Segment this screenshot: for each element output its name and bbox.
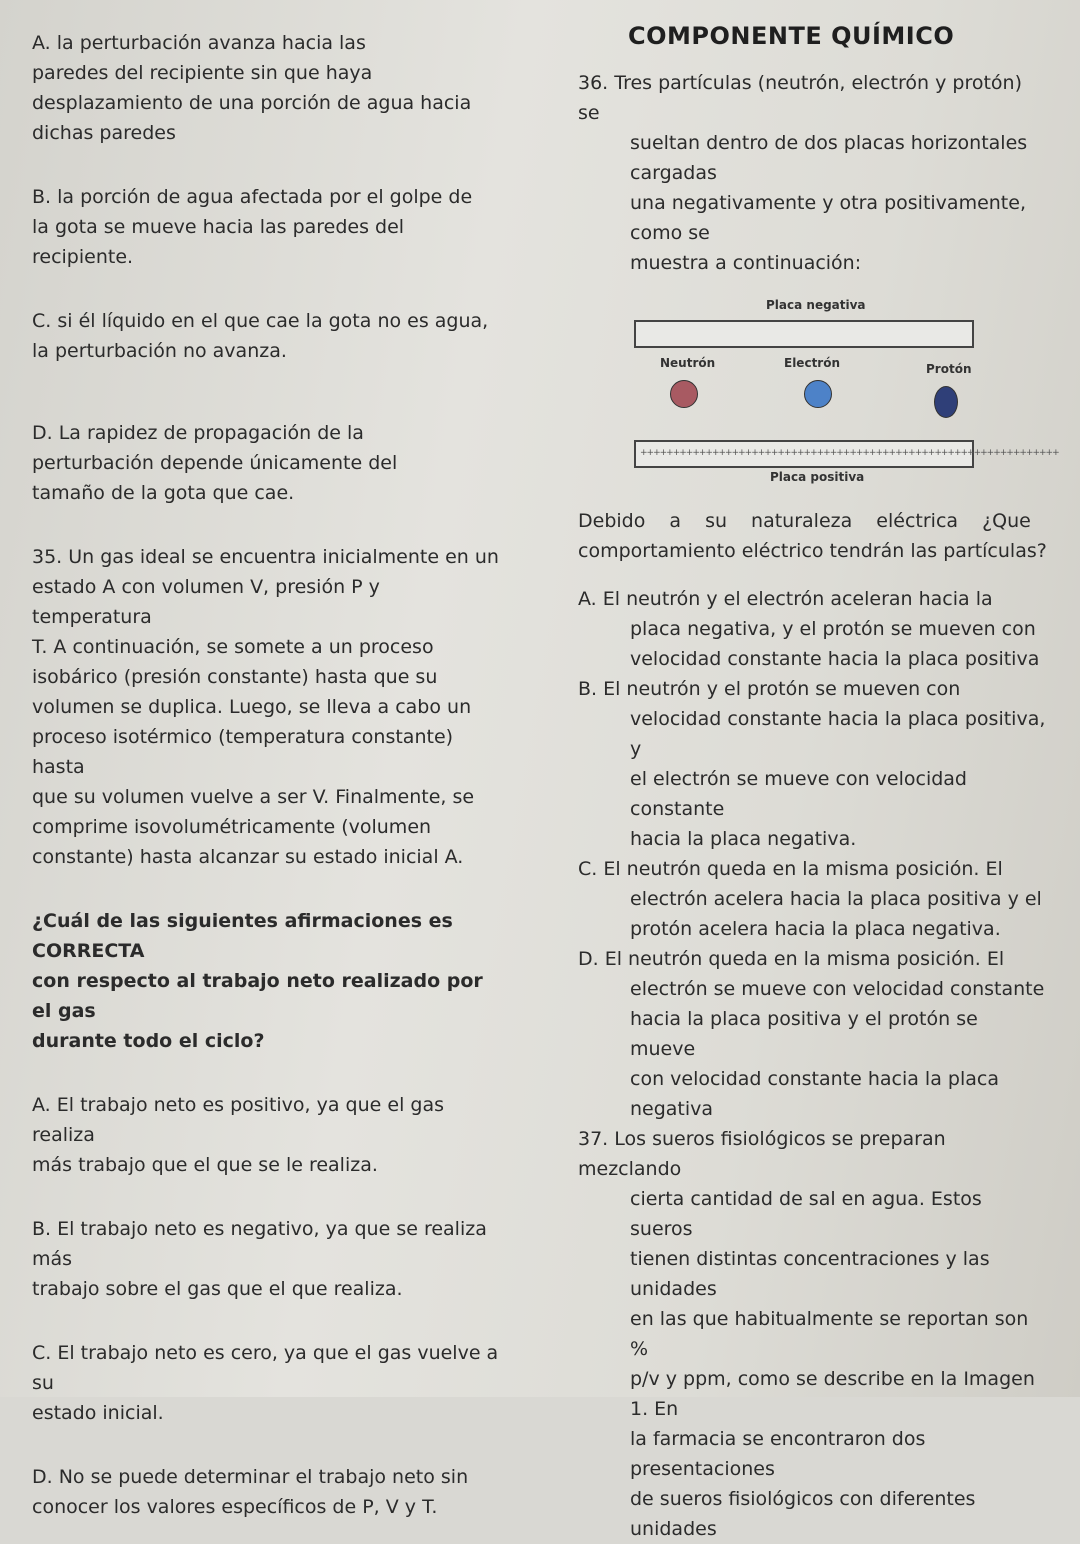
text-line: T. A continuación, se somete a un proceso <box>32 636 434 658</box>
text-line: A. El neutrón y el electrón aceleran hacia la <box>578 588 993 610</box>
text-line: 37. Los sueros fisiológicos se preparan mezclando <box>578 1128 946 1180</box>
option-d-q36 <box>578 944 1048 1124</box>
text-line: estado inicial. <box>32 1402 164 1424</box>
option-a-q36 <box>578 584 1048 674</box>
text-line: dichas paredes <box>32 122 176 144</box>
text-line: trabajo sobre el gas que el que realiza. <box>32 1278 403 1300</box>
text-line: perturbación depende únicamente del <box>32 452 398 474</box>
option-b-q34 <box>32 182 502 272</box>
section-heading: COMPONENTE QUÍMICO <box>628 22 955 50</box>
text-line: tienen distintas concentraciones y las unidades <box>630 1248 990 1300</box>
text-line: una negativamente y otra positivamente, como se <box>630 192 1026 244</box>
text-line: electrón acelera hacia la placa positiva y el <box>630 888 1042 910</box>
left-column <box>32 28 502 1522</box>
text-line: C. si él líquido en el que cae la gota no es agua, <box>32 310 489 332</box>
option-d-q34 <box>32 418 502 508</box>
option-b-q35 <box>32 1214 502 1304</box>
neutron-label: Neutrón <box>660 356 716 370</box>
text-line: la farmacia se encontraron dos presentaciones <box>630 1428 926 1480</box>
text-line: B. El neutrón y el protón se mueven con <box>578 678 961 700</box>
plates-diagram <box>634 298 1059 488</box>
text-line: placa negativa, y el protón se mueven con <box>630 618 1036 640</box>
text-line: ¿Cuál de las siguientes afirmaciones es CORRECTA <box>32 910 453 962</box>
electron-label: Electrón <box>784 356 841 370</box>
text-line: D. La rapidez de propagación de la <box>32 422 364 444</box>
electron-particle <box>804 380 832 408</box>
text-line: 36. Tres partículas (neutrón, electrón y protón) se <box>578 72 1023 124</box>
question-36-statement <box>578 68 1048 278</box>
option-d-q35 <box>32 1462 502 1522</box>
text-line: hacia la placa positiva y el protón se mueve <box>630 1008 978 1060</box>
text-line: el electrón se mueve con velocidad constante <box>630 768 967 820</box>
option-c-q34 <box>32 306 502 366</box>
text-line: recipiente. <box>32 246 134 268</box>
text-line: 35. Un gas ideal se encuentra inicialmente en un <box>32 546 499 568</box>
text-line: D. El neutrón queda en la misma posición. El <box>578 948 1005 970</box>
text-line: sueltan dentro de dos placas horizontales cargadas <box>630 132 1028 184</box>
text-line: electrón se mueve con velocidad constante <box>630 978 1045 1000</box>
positive-plate: ++++++++++++++++++++++++++++++++++++++++++++++++++++++++++++++++ <box>634 440 974 468</box>
text-line: A. la perturbación avanza hacia las <box>32 32 366 54</box>
text-line: de sueros fisiológicos con diferentes unidades <box>630 1488 976 1540</box>
text-line: en las que habitualmente se reportan son % <box>630 1308 1029 1360</box>
text-line: C. El neutrón queda en la misma posición. El <box>578 858 1003 880</box>
text-line: Debido a su naturaleza eléctrica ¿Que <box>578 510 1031 532</box>
question-37-statement <box>578 1124 1048 1544</box>
text-line: D. No se puede determinar el trabajo neto sin <box>32 1466 469 1488</box>
proton-label: Protón <box>926 362 972 376</box>
text-line: hacia la placa negativa. <box>630 828 857 850</box>
question-35-prompt <box>32 906 502 1056</box>
text-line: que su volumen vuelve a ser V. Finalmente, se <box>32 786 475 808</box>
text-line: comportamiento eléctrico tendrán las partículas? <box>578 540 1047 562</box>
text-line: paredes del recipiente sin que haya <box>32 62 373 84</box>
text-line: velocidad constante hacia la placa positiva <box>630 648 1040 670</box>
text-line: conocer los valores específicos de P, V y T. <box>32 1496 438 1518</box>
text-line: durante todo el ciclo? <box>32 1030 265 1052</box>
neutron-particle <box>670 380 698 408</box>
proton-particle <box>934 386 958 418</box>
text-line: C. El trabajo neto es cero, ya que el gas vuelve a su <box>32 1342 499 1394</box>
text-line: más trabajo que el que se le realiza. <box>32 1154 378 1176</box>
option-a-q35 <box>32 1090 502 1180</box>
option-c-q36 <box>578 854 1048 944</box>
text-line: muestra a continuación: <box>630 252 862 274</box>
text-line: volumen se duplica. Luego, se lleva a cabo un <box>32 696 472 718</box>
text-line: comprime isovolumétricamente (volumen <box>32 816 432 838</box>
text-line: p/v y ppm, como se describe en la Imagen 1. En <box>630 1368 1035 1420</box>
question-36-prompt <box>578 506 1048 566</box>
option-c-q35 <box>32 1338 502 1428</box>
text-line: B. El trabajo neto es negativo, ya que se realiza más <box>32 1218 487 1270</box>
text-line: A. El trabajo neto es positivo, ya que el gas realiza <box>32 1094 444 1146</box>
option-b-q36 <box>578 674 1048 854</box>
negative-plate <box>634 320 974 348</box>
text-line: con velocidad constante hacia la placa <box>630 1068 999 1090</box>
question-35-statement <box>32 542 502 872</box>
text-line: estado A con volumen V, presión P y temperatura <box>32 576 380 628</box>
right-column <box>578 22 1059 1544</box>
text-line: velocidad constante hacia la placa positiva, y <box>630 708 1046 760</box>
text-line: la perturbación no avanza. <box>32 340 287 362</box>
negative-plate-label: Placa negativa <box>766 298 866 312</box>
text-line: proceso isotérmico (temperatura constante) hasta <box>32 726 454 778</box>
text-line: B. la porción de agua afectada por el golpe de <box>32 186 473 208</box>
text-line: con respecto al trabajo neto realizado por el gas <box>32 970 483 1022</box>
positive-plate-label: Placa positiva <box>770 470 865 484</box>
text-line: la gota se mueve hacia las paredes del <box>32 216 405 238</box>
text-line: protón acelera hacia la placa negativa. <box>630 918 1001 940</box>
text-line: isobárico (presión constante) hasta que su <box>32 666 438 688</box>
text-line: negativa <box>630 1098 714 1120</box>
text-line: cierta cantidad de sal en agua. Estos sueros <box>630 1188 982 1240</box>
text-line: tamaño de la gota que cae. <box>32 482 295 504</box>
text-line: desplazamiento de una porción de agua hacia <box>32 92 472 114</box>
text-line: constante) hasta alcanzar su estado inicial A. <box>32 846 464 868</box>
option-a-q34 <box>32 28 502 148</box>
